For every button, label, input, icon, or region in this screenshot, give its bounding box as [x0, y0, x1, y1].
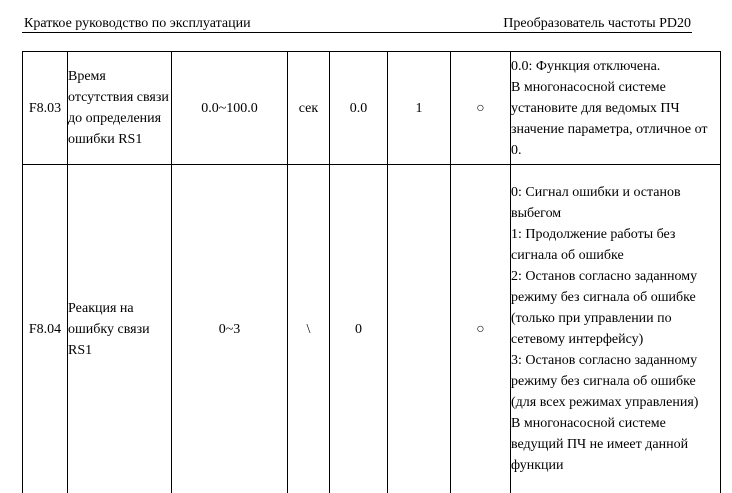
- param-step: 1: [388, 52, 451, 165]
- table-row: [23, 52, 721, 165]
- desc-line: В многонасосной системе установите для ведомых ПЧ значение параметра, отличное от 0.: [511, 77, 720, 161]
- param-change-mark: ○: [451, 165, 511, 493]
- desc-line: 1: Продолжение работы без сигнала об ошибке: [511, 224, 720, 266]
- desc-line: 0.0: Функция отключена.: [511, 56, 720, 77]
- param-unit: сек: [288, 52, 330, 165]
- parameter-table: [22, 51, 721, 493]
- param-change-mark: ○: [451, 52, 511, 165]
- param-name: Время отсутствия связи до определения ошибки RS1: [68, 52, 172, 165]
- param-default: 0: [330, 165, 388, 493]
- desc-line: 0: Сигнал ошибки и останов выбегом: [511, 182, 720, 224]
- param-range: 0.0~100.0: [172, 52, 288, 165]
- param-code: F8.03: [23, 52, 68, 165]
- param-code: F8.04: [23, 165, 68, 493]
- desc-line: В многонасосной системе ведущий ПЧ не имеет данной функции: [511, 413, 720, 476]
- table-row: [23, 165, 721, 493]
- desc-line: 3: Останов согласно заданному режиму без сигнала об ошибке (для всех режимах управления): [511, 350, 720, 413]
- param-description: [511, 165, 721, 493]
- desc-line: 2: Останов согласно заданному режиму без сигнала об ошибке (только при управлении по сетевому интерфейсу): [511, 266, 720, 350]
- param-unit: \: [288, 165, 330, 493]
- param-name: Реакция на ошибку связи RS1: [68, 165, 172, 493]
- param-description: [511, 52, 721, 165]
- param-step: [388, 165, 451, 493]
- header-right-title: Преобразователь частоты PD20: [503, 15, 691, 33]
- param-default: 0.0: [330, 52, 388, 165]
- header-left-title: Краткое руководство по эксплуатации: [24, 15, 251, 33]
- header-rule: [22, 32, 692, 33]
- param-range: 0~3: [172, 165, 288, 493]
